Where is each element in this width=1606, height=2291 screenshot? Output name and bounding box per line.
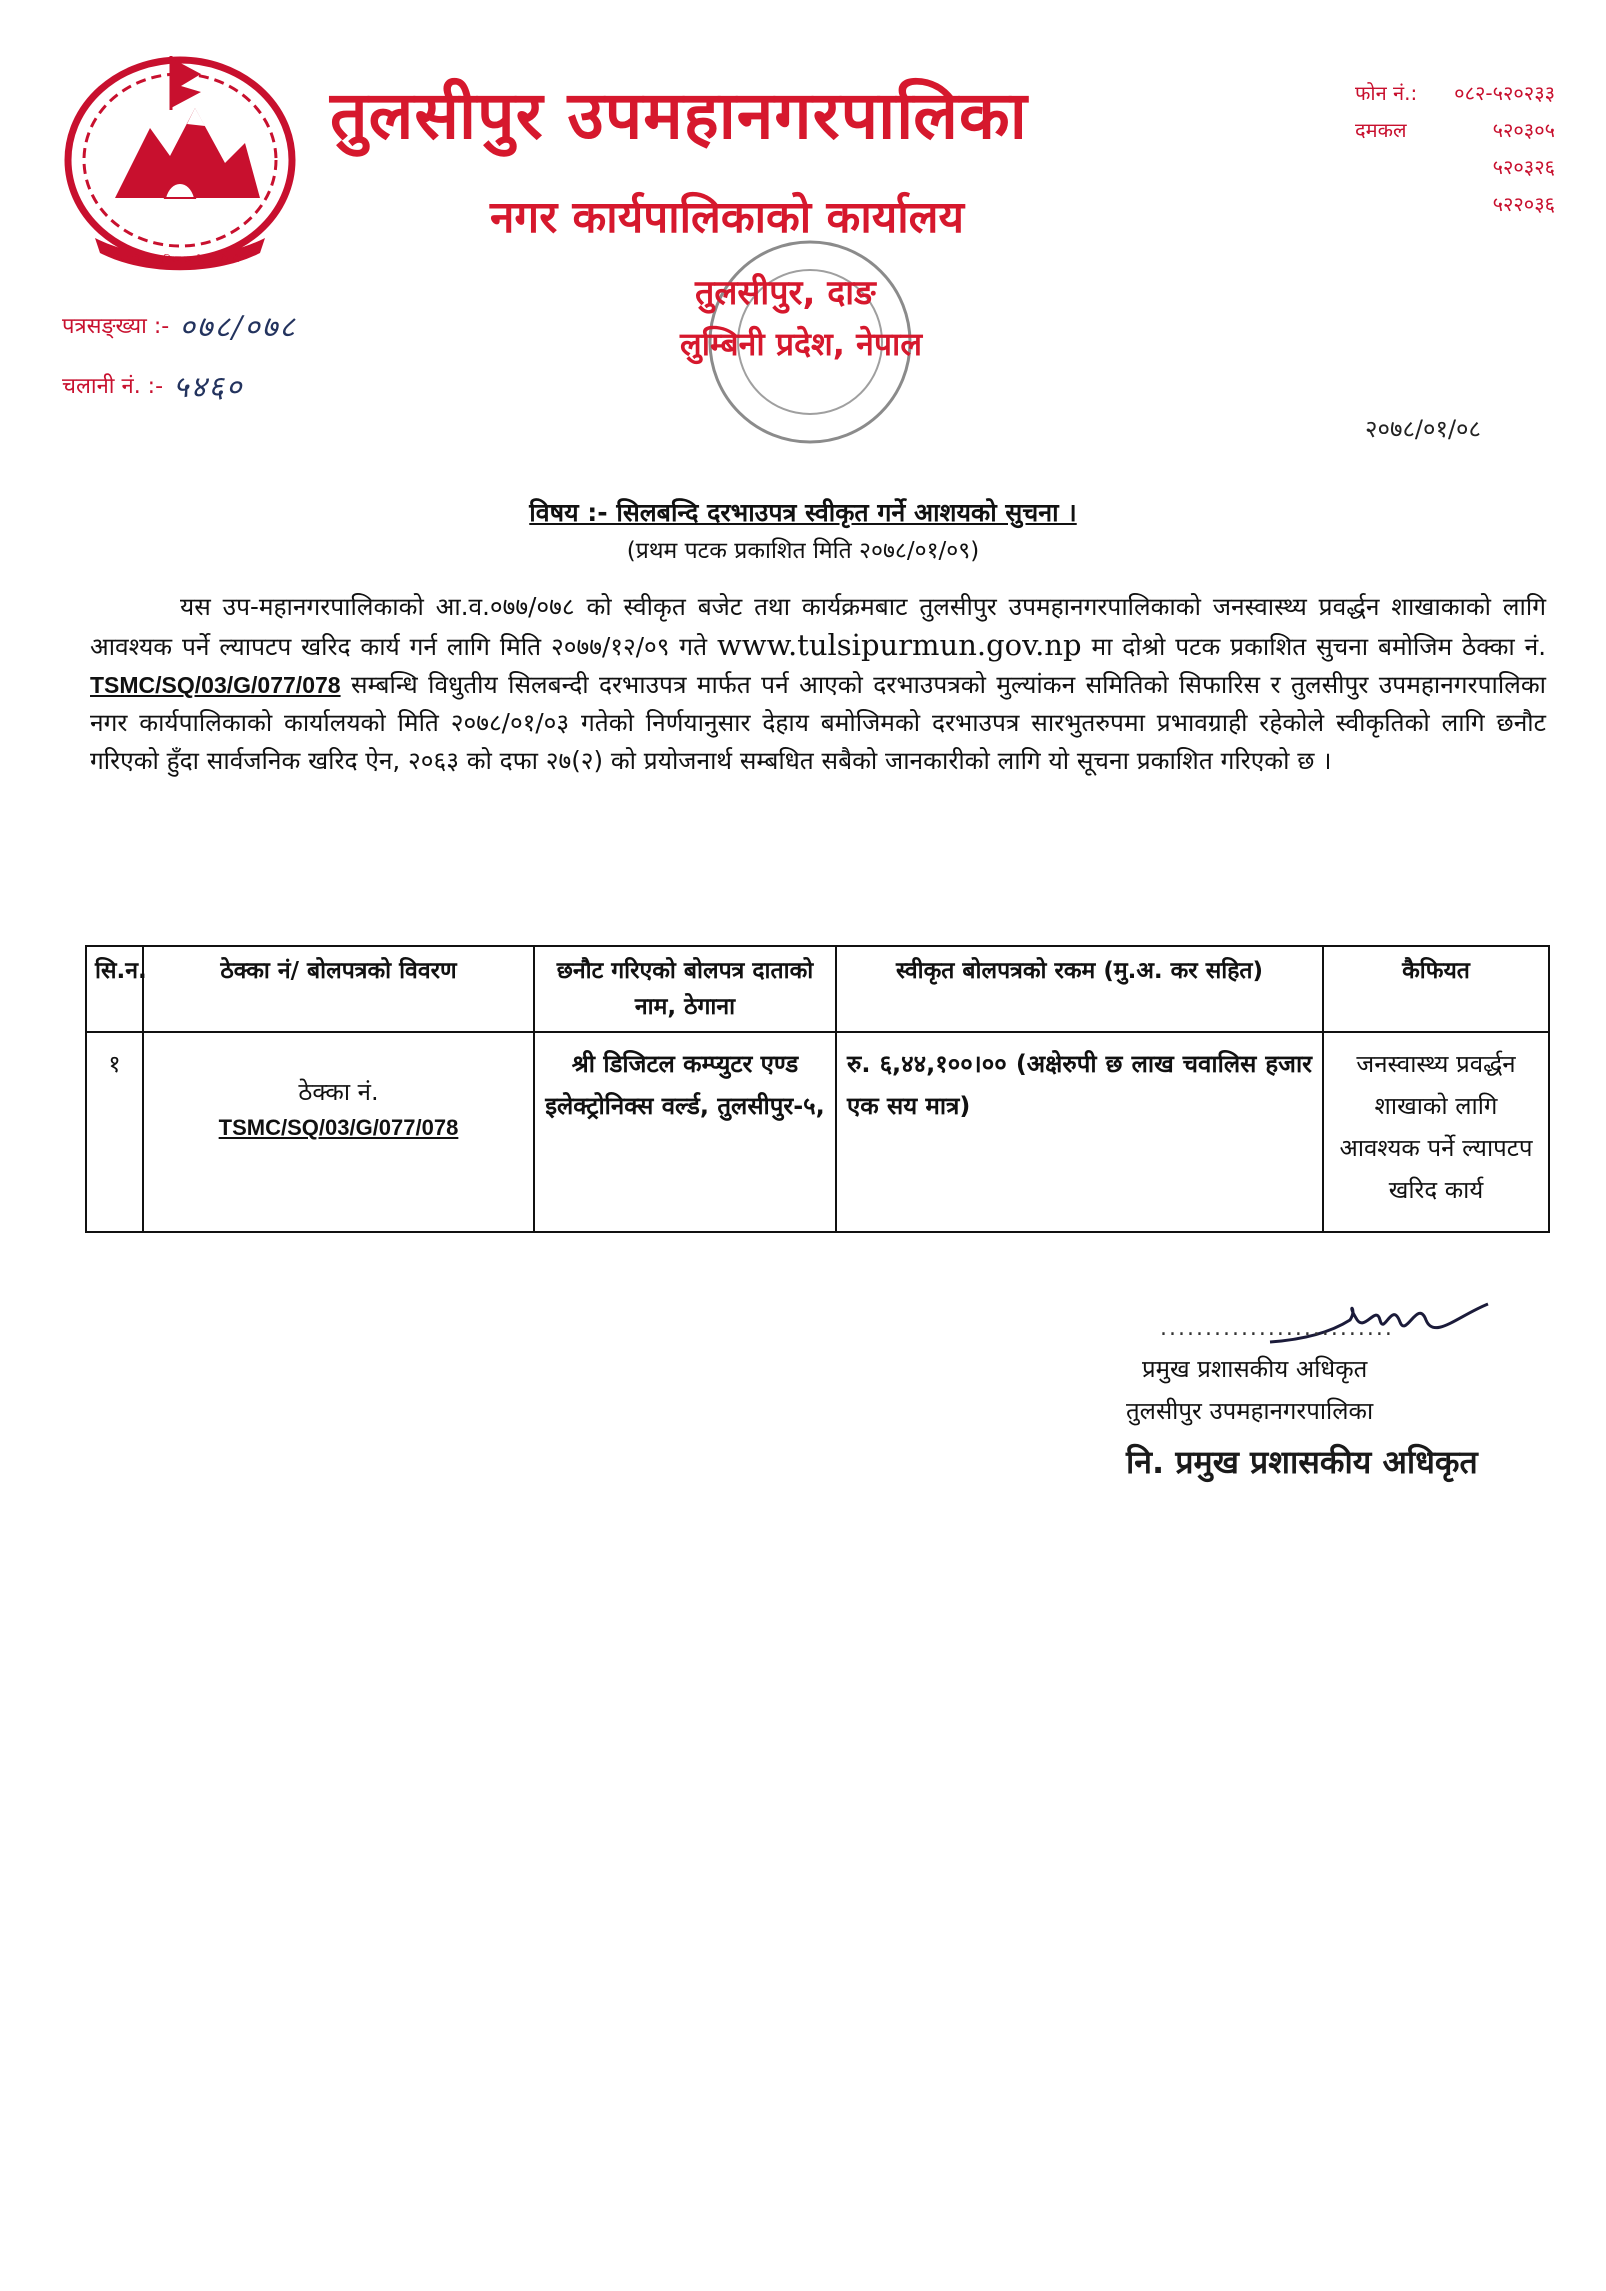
letter-date: २०७८/०१/०८ [1365,415,1482,443]
body-part-2: मा दोश्रो पटक प्रकाशित सुचना बमोजिम ठेक्का नं. [1091,632,1547,661]
contact-row [1355,74,1555,111]
contact-label: दमकल [1355,118,1407,142]
header-remarks: कैफियत [1323,946,1549,1032]
cell-remarks: जनस्वास्थ्य प्रवर्द्धन शाखाको लागि आवश्यक पर्ने ल्यापटप खरिद कार्य [1323,1032,1549,1232]
notice-subject [0,495,1606,529]
signatory-title: प्रमुख प्रशासकीय अधिकृत [1142,1355,1368,1383]
office-name: नगर कार्यपालिकाको कार्यालय [490,192,964,243]
desc-label: ठेक्का नं. [298,1078,379,1106]
designation-stamp: नि. प्रमुख प्रशासकीय अधिकृत [1126,1443,1478,1481]
header-bidder: छनौट गरिएको बोलपत्र दाताको नाम, ठेगाना [534,946,836,1032]
contact-block [1355,74,1555,222]
contact-value: ०८२-५२०२३३ [1454,81,1555,105]
header-description: ठेक्का नं/ बोलपत्रको विवरण [143,946,534,1032]
body-part-3: सम्बन्धि विधुतीय सिलबन्दी दरभाउपत्र मार्फत पर्न आएको दरभाउपत्रको मुल्यांकन समितिको सिफारिस र तुलसीपुर उपमहानगरपालिका नगर कार्यपालिकाको कार्यालयको मिति २०७८/०१/०३ गतेको निर्णयानुसार देहाय बमोजिमको दरभाउपत्र सारभुतरुपमा प्रभावग्राही रहेकोले स्वीकृतिको लागि छनौट गरिएको हुँदा सार्वजनिक खरिद ऐन, २०६३ को दफा २७(२) को प्रयोजनार्थ सम्बधित सबैको जानकारीको लागि यो सूचना प्रकाशित गरिएको छ । [90,670,1546,775]
signature-dots: .......................... [1160,1316,1394,1341]
contact-row [1355,111,1555,148]
place-line-2: लुम्बिनी प्रदेश, नेपाल [680,325,923,363]
contact-row [1355,148,1555,185]
letter-no-label: पत्रसङ्ख्या :- [62,314,170,339]
cell-bidder: श्री डिजिटल कम्प्युटर एण्ड इलेक्ट्रोनिक्स वर्ल्ड, तुलसीपुर-५, [534,1032,836,1232]
notice-body [90,588,1546,780]
table-row [86,1032,1549,1232]
table-header-row [86,946,1549,1032]
header-amount: स्वीकृत बोलपत्रको रकम (मु.अ. कर सहित) [836,946,1323,1032]
dispatch-no-row [62,355,297,415]
dispatch-no-label: चलानी नं. :- [62,374,164,399]
dispatch-no-value: ५४६० [173,369,244,405]
header-sn: सि.न. [86,946,143,1032]
nepal-emblem-icon [55,48,305,278]
emblem-motto: जननी जन्मभूमिश्च स्वर्गादपि गरीयसी [120,255,240,265]
place-line-1: तुलसीपुर, दाङ [695,273,876,313]
contact-row [1355,185,1555,222]
first-publication-date: (प्रथम पटक प्रकाशित मिति २०७८/०१/०९) [626,538,980,564]
desc-tender-number: TSMC/SQ/03/G/077/078 [218,1115,459,1140]
signatory-org: तुलसीपुर उपमहानगरपालिका [1126,1397,1374,1425]
reference-block [62,295,297,415]
cell-sn: १ [86,1032,143,1232]
contact-value: ५२०३०५ [1492,118,1555,142]
letter-no-value: ०७८/०७८ [179,309,297,345]
contact-value: ५२०३२६ [1492,155,1555,179]
subject-text: विषय :- सिलबन्दि दरभाउपत्र स्वीकृत गर्ने आशयको सुचना । [529,498,1077,527]
letter-no-row [62,295,297,355]
cell-description [143,1032,534,1232]
website-link[interactable]: www.tulsipurmun.gov.np [716,628,1082,662]
org-name: तुलसीपुर उपमहानगरपालिका [330,77,1028,154]
tender-number: TSMC/SQ/03/G/077/078 [90,672,341,698]
awarded-bid-table [85,945,1550,1233]
contact-value: ५२२०३६ [1492,192,1555,216]
body-part-1: यस उप-महानगरपालिकाको आ.व.०७७/०७८ को स्वीकृत बजेट तथा कार्यक्रमबाट तुलसीपुर उपमहानगरपालिकाको जनस्वास्थ्य प्रवर्द्धन शाखाकाको लागि आवश्यक पर्ने ल्यापटप खरिद कार्य गर्न लागि मिति २०७७/१२/०९ गते [90,592,1546,661]
contact-label: फोन नं.: [1355,81,1418,105]
cell-amount: रु. ६,४४,१००।०० (अक्षेरुपी छ लाख चवालिस हजार एक सय मात्र) [836,1032,1323,1232]
